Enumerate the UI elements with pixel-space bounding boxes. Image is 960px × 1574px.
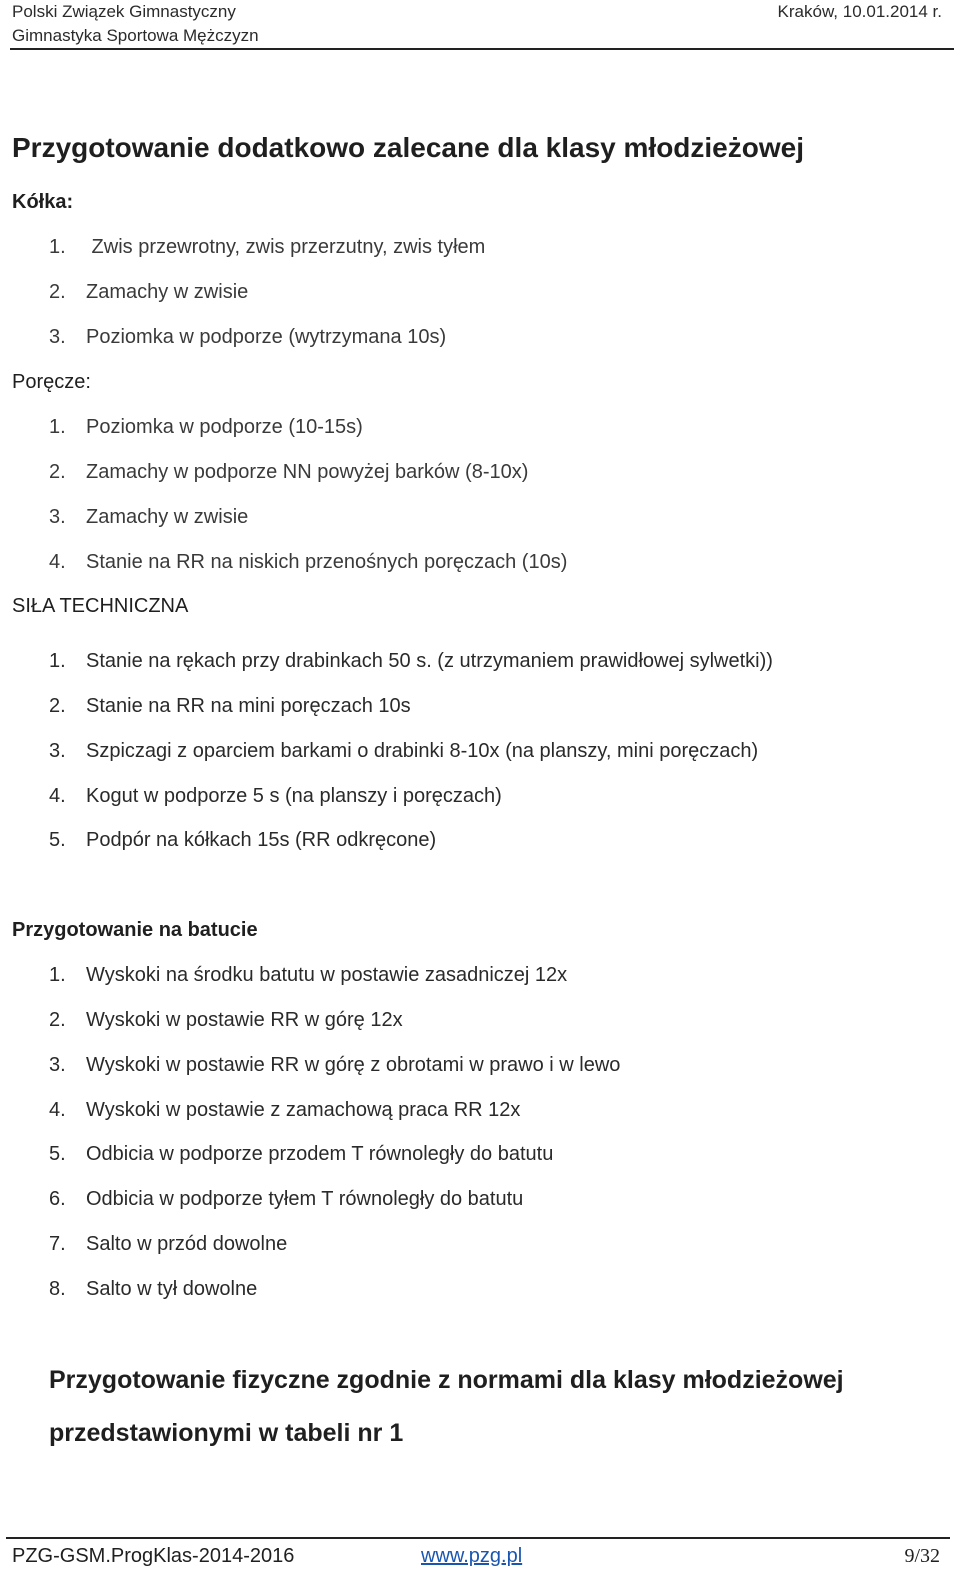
list-item: 1. Zwis przewrotny, zwis przerzutny, zwis tyłem <box>49 236 486 258</box>
list-item: 1. Poziomka w podporze (10-15s) <box>49 416 363 438</box>
list-item: 5. Odbicia w podporze przodem T równoległy do batutu <box>49 1143 554 1165</box>
list-item: 5. Podpór na kółkach 15s (RR odkręcone) <box>49 829 437 851</box>
list-item: 4. Kogut w podporze 5 s (na planszy i poręczach) <box>49 785 502 807</box>
section-heading-sila: SIŁA TECHNICZNA <box>12 595 189 617</box>
document-code: PZG-GSM.ProgKlas-2014-2016 <box>12 1545 295 1567</box>
header-divider <box>10 48 954 50</box>
place-date: Kraków, 10.01.2014 r. <box>777 2 942 21</box>
org-name: Polski Związek Gimnastyczny <box>12 2 236 21</box>
list-item: 4. Wyskoki w postawie z zamachową praca RR 12x <box>49 1099 521 1121</box>
section-heading-kolka: Kółka: <box>12 191 74 213</box>
list-item: 1. Wyskoki na środku batutu w postawie zasadniczej 12x <box>49 964 568 986</box>
list-item: 2. Zamachy w podporze NN powyżej barków (8-10x) <box>49 461 529 483</box>
section-heading-porecze: Poręcze: <box>12 371 91 393</box>
footer-divider <box>6 1537 950 1539</box>
list-item: 1. Stanie na rękach przy drabinkach 50 s. (z utrzymaniem prawidłowej sylwetki)) <box>49 650 773 672</box>
list-item: 3. Poziomka w podporze (wytrzymana 10s) <box>49 326 447 348</box>
website-link[interactable]: www.pzg.pl <box>421 1545 523 1567</box>
list-item: 2. Stanie na RR na mini poręczach 10s <box>49 695 411 717</box>
page-title: Przygotowanie dodatkowo zalecane dla klasy młodzieżowej <box>12 132 804 163</box>
list-item: 2. Zamachy w zwisie <box>49 281 249 303</box>
page-header-left <box>12 0 259 48</box>
closing-heading-line-2: przedstawionymi w tabeli nr 1 <box>49 1419 404 1447</box>
list-item: 7. Salto w przód dowolne <box>49 1233 288 1255</box>
list-item: 3. Szpiczagi z oparciem barkami o drabinki 8-10x (na planszy, mini poręczach) <box>49 740 759 762</box>
section-heading-batut: Przygotowanie na batucie <box>12 919 258 941</box>
list-item: 3. Zamachy w zwisie <box>49 506 249 528</box>
list-item: 8. Salto w tył dowolne <box>49 1278 258 1300</box>
list-item: 2. Wyskoki w postawie RR w górę 12x <box>49 1009 403 1031</box>
list-item: 4. Stanie na RR na niskich przenośnych poręczach (10s) <box>49 551 568 573</box>
closing-heading-line-1: Przygotowanie fizyczne zgodnie z normami dla klasy młodzieżowej <box>49 1366 844 1394</box>
list-item: 3. Wyskoki w postawie RR w górę z obrotami w prawo i w lewo <box>49 1054 621 1076</box>
page-number: 9/32 <box>904 1545 940 1567</box>
discipline-name: Gimnastyka Sportowa Mężczyzn <box>12 26 259 45</box>
list-item: 6. Odbicia w podporze tyłem T równoległy do batutu <box>49 1188 524 1210</box>
